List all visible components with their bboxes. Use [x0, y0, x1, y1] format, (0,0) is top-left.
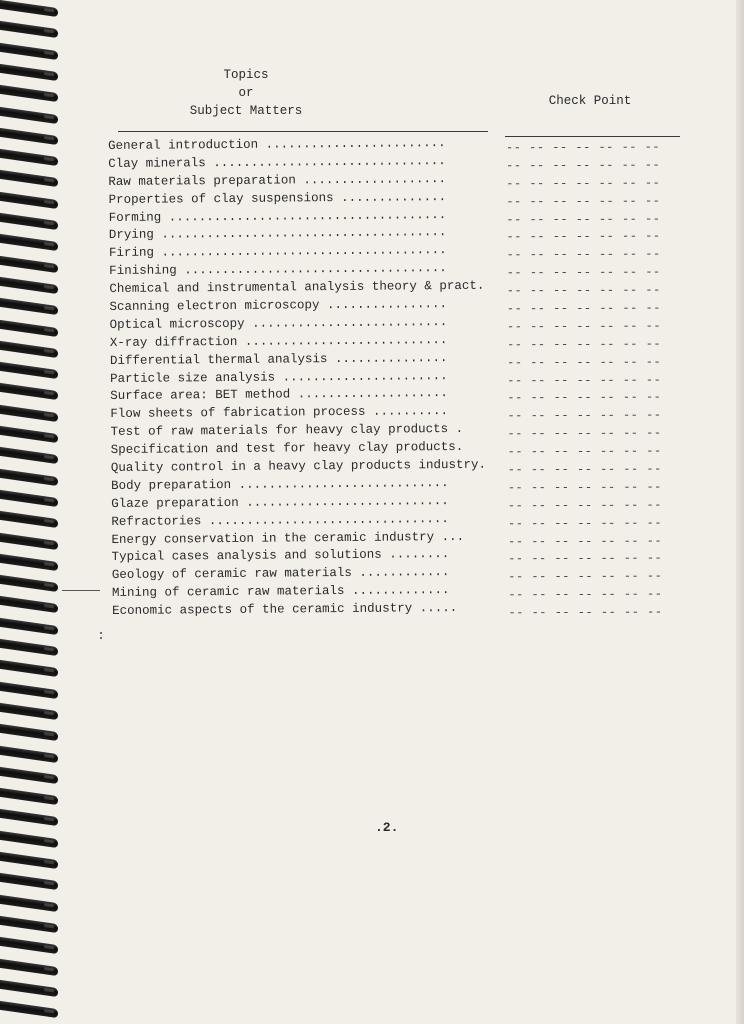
topic-item: Body preparation ............................	[110, 475, 449, 493]
binding-coil	[0, 980, 58, 997]
page-edge	[736, 0, 744, 1024]
check-point-heading-rule	[505, 136, 680, 137]
binding-coil	[0, 341, 58, 358]
check-point-blank: -- -- -- -- -- -- --	[507, 480, 662, 495]
page-number: .2.	[375, 820, 399, 835]
topic-item: Energy conservation in the ceramic industry ...	[111, 529, 465, 547]
binding-coil	[0, 490, 58, 507]
topic-item: Optical microscopy ..........................	[109, 314, 448, 332]
topic-item: Finishing ...................................	[109, 261, 447, 279]
topic-item: Firing ......................................	[108, 243, 447, 261]
binding-coil	[0, 895, 58, 912]
binding-coil	[0, 21, 58, 38]
binding-coil	[0, 85, 58, 102]
binding-coil	[0, 319, 58, 336]
binding-coil	[0, 788, 58, 805]
binding-coil	[0, 873, 58, 890]
check-point-blank: -- -- -- -- -- -- --	[506, 247, 661, 263]
binding-coil	[0, 447, 58, 464]
check-point-blank: -- -- -- -- -- -- --	[506, 140, 661, 155]
check-point-blank: -- -- -- -- -- -- --	[508, 587, 663, 603]
binding-coil	[0, 426, 58, 443]
topic-item: Differential thermal analysis ...............	[109, 350, 448, 368]
check-point-blank: -- -- -- -- -- -- --	[506, 211, 661, 227]
binding-coil	[0, 1001, 58, 1018]
topic-item: Specification and test for heavy clay products.	[110, 440, 464, 458]
binding-coil	[0, 149, 58, 166]
binding-coil	[0, 703, 58, 720]
topic-item: Economic aspects of the ceramic industry .....	[112, 601, 458, 619]
topics-column-heading: Topics or Subject Matters	[189, 68, 303, 118]
binding-coil	[0, 554, 58, 571]
binding-coil	[0, 43, 58, 60]
binding-coil	[0, 511, 58, 528]
check-point-blank: -- -- -- -- -- -- --	[507, 462, 662, 478]
check-point-blank: -- -- -- -- -- -- --	[507, 444, 662, 460]
binding-coil	[0, 234, 58, 251]
binding-coil	[0, 383, 58, 400]
topic-item: General introduction ........................	[108, 136, 446, 153]
binding-coil	[0, 469, 58, 486]
binding-coil	[0, 852, 58, 869]
topic-item: Raw materials preparation ...................	[108, 171, 446, 189]
binding-coil	[0, 405, 58, 422]
check-point-blank: -- -- -- -- -- -- --	[506, 229, 661, 245]
binding-coil	[0, 575, 58, 592]
binding-coil	[0, 170, 58, 187]
check-point-blank: -- -- -- -- -- -- --	[506, 175, 661, 191]
topic-item: Glaze preparation ...........................	[111, 493, 449, 511]
binding-coil	[0, 64, 58, 81]
topic-item: Geology of ceramic raw materials ............	[111, 565, 450, 583]
check-point-blank: -- -- -- -- -- -- --	[507, 498, 662, 513]
topic-item: Flow sheets of fabrication process ..........	[110, 404, 449, 422]
margin-mark	[62, 590, 100, 591]
check-point-blank: -- -- -- -- -- -- --	[508, 533, 663, 549]
topic-item: Chemical and instrumental analysis theory & pract.	[109, 278, 485, 297]
check-point-blank: -- -- -- -- -- -- --	[507, 372, 662, 388]
topic-item: Mining of ceramic raw materials .............	[111, 583, 450, 601]
binding-coil	[0, 532, 58, 549]
topic-item: Properties of clay suspensions ..............	[108, 189, 447, 207]
check-point-blank: -- -- -- -- -- -- --	[506, 319, 662, 334]
binding-coil	[0, 298, 58, 315]
check-point-blank: -- -- -- -- -- -- --	[506, 283, 661, 299]
topic-item: Test of raw materials for heavy clay products .	[110, 422, 464, 440]
binding-coil	[0, 682, 58, 699]
stray-mark	[100, 632, 102, 634]
topics-list	[108, 135, 512, 622]
binding-coil	[0, 767, 58, 784]
binding-coil	[0, 192, 58, 209]
binding-coil	[0, 660, 58, 677]
check-point-blank: -- -- -- -- -- -- --	[506, 301, 661, 317]
check-point-column-heading: Check Point	[548, 94, 632, 108]
check-point-blank: -- -- -- -- -- -- --	[508, 569, 663, 585]
binding-coil	[0, 809, 58, 826]
check-point-blank: -- -- -- -- -- -- --	[507, 408, 662, 424]
topic-item: Quality control in a heavy clay products industry.	[110, 457, 486, 476]
topic-item: Forming .....................................	[108, 207, 447, 225]
binding-coil	[0, 596, 58, 613]
check-point-blank: -- -- -- -- -- -- --	[506, 265, 661, 281]
check-point-blank: -- -- -- -- -- -- --	[507, 336, 662, 352]
binding-coil	[0, 362, 58, 379]
topic-item: Refractories ................................	[111, 511, 449, 529]
binding-coil	[0, 937, 58, 954]
topic-item: Surface area: BET method ....................	[110, 386, 448, 404]
check-point-blank: -- -- -- -- -- -- --	[507, 390, 662, 406]
topic-item: Scanning electron microscopy ................	[109, 297, 448, 315]
check-point-list	[506, 139, 679, 623]
binding-coil	[0, 0, 58, 17]
binding-coil	[0, 916, 58, 933]
check-point-blank: -- -- -- -- -- -- --	[507, 354, 662, 370]
check-point-blank: -- -- -- -- -- -- --	[508, 605, 663, 621]
binding-coil	[0, 256, 58, 273]
binding-coil	[0, 106, 58, 123]
binding-coil	[0, 618, 58, 635]
check-point-blank: -- -- -- -- -- -- --	[507, 515, 663, 531]
binding-coil	[0, 831, 58, 848]
topic-item: Particle size analysis ......................	[110, 368, 448, 386]
topics-heading-rule	[118, 131, 488, 132]
binding-coil	[0, 213, 58, 230]
topic-item: Clay minerals ...............................	[108, 153, 446, 171]
topic-item: Drying ......................................	[108, 225, 447, 243]
binding-coil	[0, 639, 58, 656]
topic-item: X-ray diffraction ...........................	[109, 332, 448, 350]
topic-item: Typical cases analysis and solutions ........	[111, 547, 450, 565]
check-point-blank: -- -- -- -- -- -- --	[508, 551, 663, 567]
check-point-blank: -- -- -- -- -- -- --	[506, 193, 661, 209]
binding-coil	[0, 724, 58, 741]
stray-mark	[100, 637, 102, 639]
binding-coil	[0, 277, 58, 294]
check-point-blank: -- -- -- -- -- -- --	[507, 426, 662, 442]
binding-coil	[0, 745, 58, 762]
binding-coil	[0, 958, 58, 975]
check-point-blank: -- -- -- -- -- -- --	[506, 158, 661, 173]
spiral-binding	[0, 0, 62, 1024]
binding-coil	[0, 128, 58, 145]
